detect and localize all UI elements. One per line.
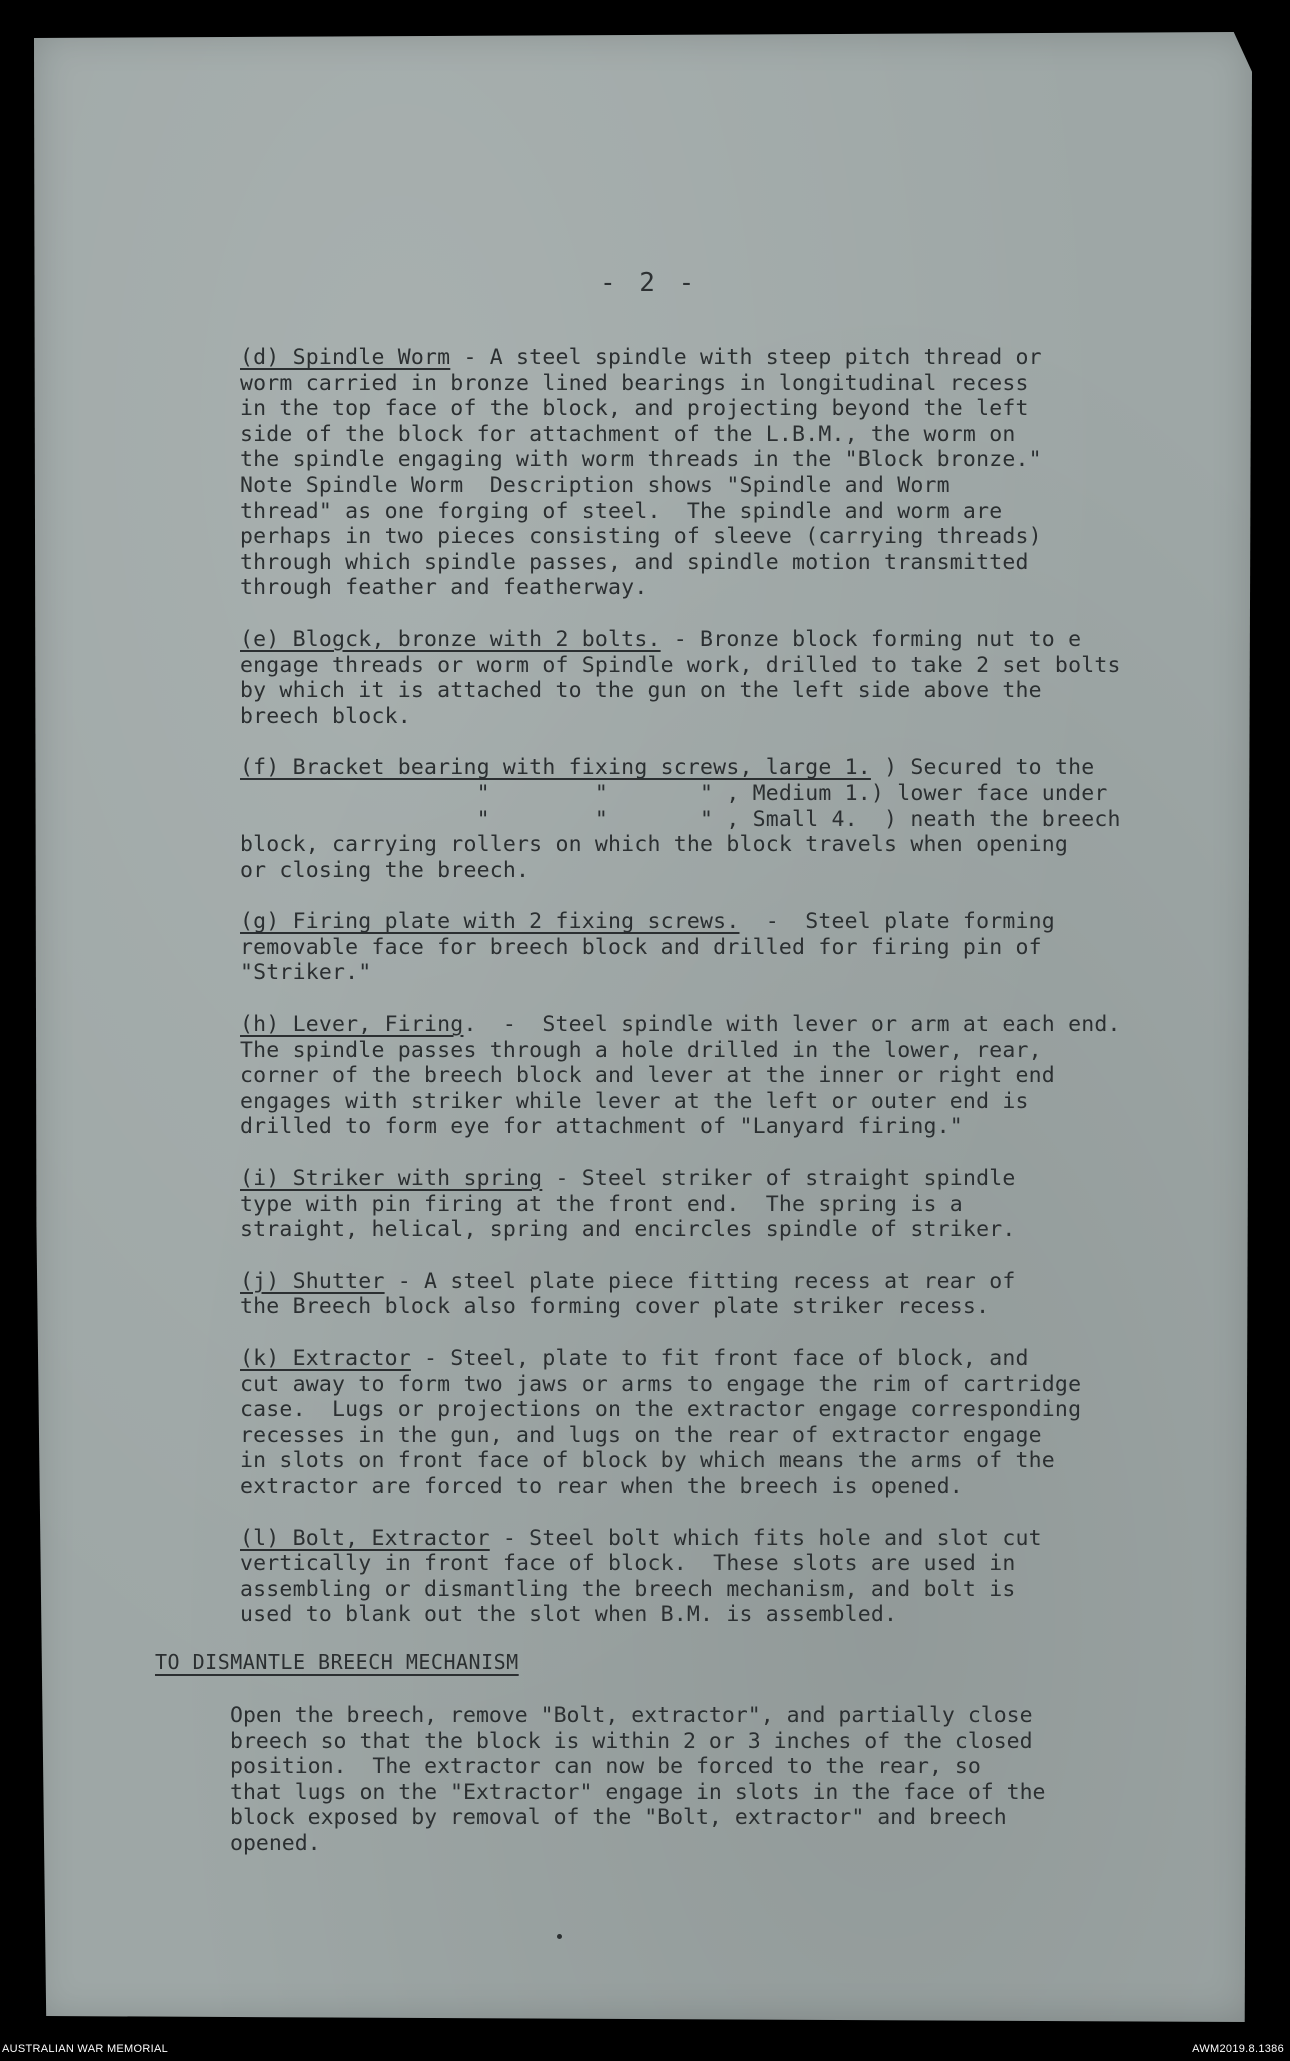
typed-line: used to blank out the slot when B.M. is assembled. — [240, 1602, 898, 1628]
paragraph — [240, 1526, 1250, 1628]
paragraph-heading: (l) Bolt, Extractor — [240, 1525, 490, 1551]
typed-body — [240, 345, 1250, 1654]
typed-line: opened. — [230, 1830, 321, 1856]
page-number: - 2 - — [600, 268, 699, 298]
paragraph-heading: (k) Extractor — [240, 1346, 411, 1371]
typed-line: in the top face of the block, and projecting beyond the left — [240, 396, 1029, 422]
paragraph — [240, 755, 1250, 883]
closing-paragraph — [230, 1703, 1240, 1857]
typed-line: recesses in the gun, and lugs on the rear of extractor engage — [240, 1422, 1042, 1448]
typed-line: thread" as one forging of steel. The spindle and worm are — [240, 498, 1003, 524]
typed-line: engages with striker while lever at the left or outer end is — [240, 1088, 1029, 1114]
paragraph — [240, 627, 1250, 729]
typed-text: - Steel striker of straight spindle — [542, 1166, 1016, 1192]
paragraph — [240, 345, 1250, 601]
footer-accession-number: AWM2019.8.1386 — [1192, 2043, 1284, 2055]
paragraph-heading: (f) Bracket bearing with fixing screws, large 1. — [240, 755, 871, 781]
typed-line: side of the block for attachment of the L.B.M., the worm on — [240, 421, 1016, 447]
paragraph-heading: (j) Shutter — [240, 1268, 385, 1294]
typed-line: breech block. — [240, 703, 411, 729]
typed-line: The spindle passes through a hole drilled in the lower, rear, — [240, 1037, 1042, 1063]
typed-line: type with pin firing at the front end. The spring is a — [240, 1191, 963, 1217]
typed-line: block exposed by removal of the "Bolt, extractor" and breech — [230, 1805, 1007, 1831]
typed-text: - Steel, plate to fit front face of block, and — [410, 1346, 1029, 1371]
paragraph — [240, 1269, 1250, 1320]
paragraph — [240, 909, 1250, 986]
typed-text: - A steel plate piece fitting recess at rear of — [384, 1268, 1016, 1294]
typed-text: - Steel plate forming — [739, 909, 1055, 935]
typed-line: in slots on front face of block by which means the arms of the — [240, 1448, 1055, 1474]
typed-line: Open the breech, remove "Bolt, extractor", and partially close — [230, 1703, 1033, 1728]
typed-line: "Striker." — [240, 960, 372, 986]
typed-line: straight, helical, spring and encircles spindle of striker. — [240, 1217, 1016, 1243]
typed-line: by which it is attached to the gun on the left side above the — [240, 678, 1042, 704]
typed-text: - A steel spindle with steep pitch thread or — [450, 345, 1042, 370]
typed-text: ) Secured to the — [870, 755, 1095, 781]
typed-line: case. Lugs or projections on the extractor engage corresponding — [240, 1397, 1082, 1423]
typed-line — [240, 755, 1250, 781]
typed-line: engage threads or worm of Spindle work, drilled to take 2 set bolts — [240, 652, 1121, 678]
typed-line — [240, 909, 1250, 935]
section-heading: TO DISMANTLE BREECH MECHANISM — [155, 1650, 519, 1674]
typed-line: drilled to form eye for attachment of "Lanyard firing." — [240, 1114, 963, 1140]
typed-line: perhaps in two pieces consisting of sleeve (carrying threads) — [240, 524, 1042, 550]
typed-line: through feather and featherway. — [240, 575, 648, 601]
typed-line: vertically in front face of block. These slots are used in — [240, 1551, 1016, 1577]
typed-line: Note Spindle Worm Description shows "Spindle and Worm — [240, 472, 950, 498]
typed-line — [240, 1012, 1250, 1038]
typed-line: through which spindle passes, and spindle motion transmitted — [240, 549, 1029, 575]
typed-line: extractor are forced to rear when the breech is opened. — [240, 1473, 963, 1499]
typed-line — [240, 1166, 1250, 1192]
typed-line — [240, 1526, 1250, 1552]
typed-line: the spindle engaging with worm threads in the "Block bronze." — [240, 447, 1042, 473]
typed-text: - Steel bolt which fits hole and slot cut — [489, 1525, 1042, 1551]
typed-line — [240, 345, 1250, 371]
typed-line — [240, 1269, 1250, 1295]
paragraph-heading: (d) Spindle Worm — [240, 345, 451, 370]
ink-dot — [557, 1934, 562, 1939]
typed-line: block, carrying rollers on which the block travels when opening — [240, 832, 1069, 858]
typed-line: the Breech block also forming cover plate striker recess. — [240, 1294, 990, 1320]
typed-line: cut away to form two jaws or arms to engage the rim of cartridge — [240, 1371, 1082, 1397]
typed-line: that lugs on the "Extractor" engage in slots in the face of the — [230, 1779, 1046, 1805]
typed-line: " " " , Medium 1.) lower face under — [240, 780, 1108, 806]
typed-line: removable face for breech block and drilled for firing pin of — [240, 934, 1042, 960]
typed-line: " " " , Small 4. ) neath the breech — [240, 806, 1121, 832]
typed-line: corner of the breech block and lever at the inner or right end — [240, 1063, 1055, 1089]
paragraph-heading: (h) Lever, Firing — [240, 1012, 464, 1038]
typed-line: breech so that the block is within 2 or 3 inches of the closed — [230, 1728, 1033, 1754]
typed-text: . - Steel spindle with lever or arm at each end. — [463, 1012, 1121, 1038]
paragraph — [240, 1346, 1250, 1500]
typed-line — [240, 1346, 1250, 1372]
paragraph — [240, 1012, 1250, 1140]
typed-line — [240, 627, 1250, 653]
paragraph-heading: (g) Firing plate with 2 fixing screws. — [240, 909, 740, 935]
typed-line: assembling or dismantling the breech mechanism, and bolt is — [240, 1576, 1016, 1602]
paragraph-heading: (e) Blogck, bronze with 2 bolts. — [240, 626, 661, 652]
paragraph — [240, 1166, 1250, 1243]
typed-line: or closing the breech. — [240, 857, 530, 883]
typed-line: position. The extractor can now be forced to the rear, so — [230, 1754, 981, 1780]
paragraph-heading: (i) Striker with spring — [240, 1166, 543, 1192]
typed-text: - Bronze block forming nut to e — [660, 626, 1082, 652]
footer-institution: AUSTRALIAN WAR MEMORIAL — [2, 2043, 169, 2055]
typed-line: worm carried in bronze lined bearings in longitudinal recess — [240, 370, 1029, 396]
